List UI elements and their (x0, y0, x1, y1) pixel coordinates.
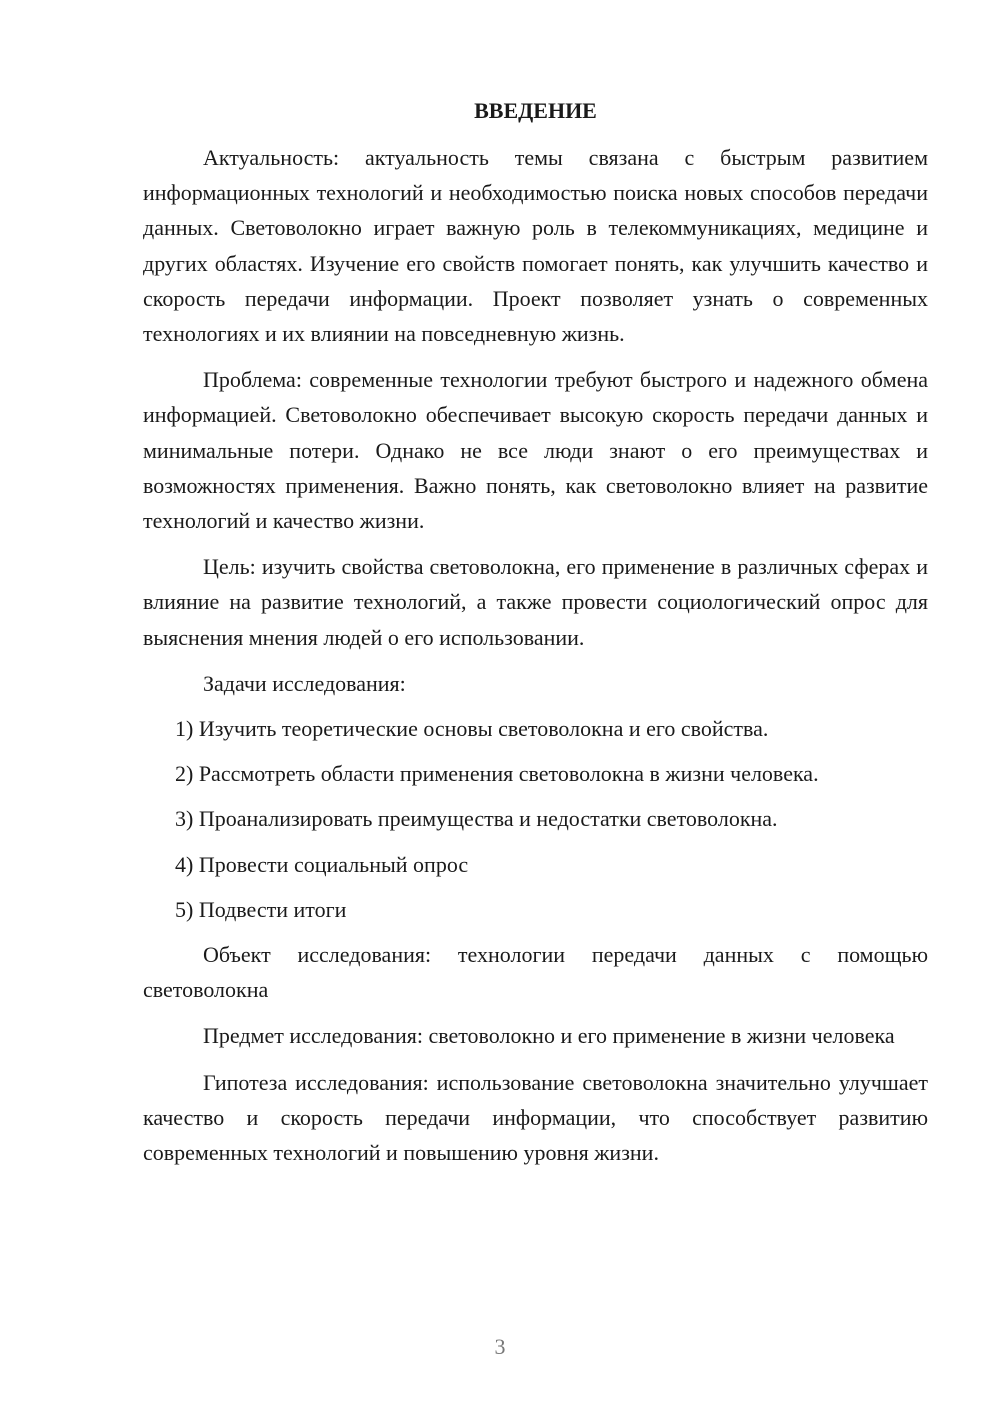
task-item: 4) Провести социальный опрос (175, 851, 469, 877)
section-heading: ВВЕДЕНИЕ (474, 98, 597, 123)
task-item: 1) Изучить теоретические основы световолокна и его свойства. (175, 716, 769, 742)
task-item: 2) Рассмотреть области применения световолокна в жизни человека. (175, 761, 819, 787)
task-item: 3) Проанализировать преимущества и недостатки световолокна. (175, 806, 778, 832)
page-content (143, 94, 928, 1181)
problem-paragraph: Проблема: современные технологии требуют быстрого и надежного обмена информацией. Световолокно обеспечивает высокую скорость передачи данных и минимальные потери. Однако не все люди знают о его преимуществах и возможностях применения. Важно понять, как световолокно влияет на развитие технологий и качество жизни. (143, 367, 928, 534)
relevance-paragraph: Актуальность: актуальность темы связана с быстрым развитием информационных технологий и необходимостью поиска новых способов передачи данных. Световолокно играет важную роль в телекоммуникациях, медицине и других областях. Изучение его свойств помогает понять, как улучшить качество и скорость передачи информации. Проект позволяет узнать о современных технологиях и их влиянии на повседневную жизнь. (143, 145, 928, 347)
tasks-title: Задачи исследования: (203, 670, 406, 696)
goal-paragraph: Цель: изучить свойства световолокна, его применение в различных сферах и влияние на развитие технологий, а также провести социологический опрос для выяснения мнения людей о его использовании. (143, 554, 928, 650)
subject-paragraph: Предмет исследования: световолокно и его применение в жизни человека (203, 1023, 895, 1049)
task-list (143, 711, 928, 927)
page-number: 3 (494, 1334, 506, 1359)
task-item: 5) Подвести итоги (175, 896, 347, 922)
object-paragraph: Объект исследования: технологии передачи данных с помощью световолокна (143, 942, 928, 1003)
hypothesis-paragraph: Гипотеза исследования: использование световолокна значительно улучшает качество и скорость передачи информации, что способствует развитию современных технологий и повышению уровня жизни. (143, 1069, 928, 1166)
